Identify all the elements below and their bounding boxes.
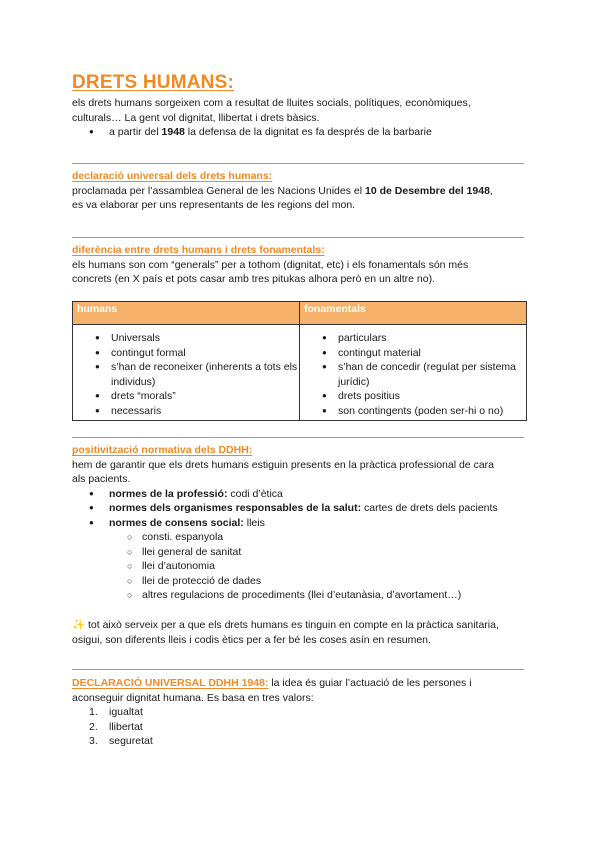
declaracio-line-2: es va elaborar per uns representants de les regions del mon. [72,199,356,211]
list-item [72,487,527,502]
ddhh1948-line-2: aconseguir dignitat humana. Es basa en tres valors: [72,691,314,704]
sparkles-icon: ✨ [72,619,86,631]
positivitzacio-line-1: hem de garantir que els drets humans estiguin presents en la pràctica professional de cara [72,458,494,471]
norm-label: normes de consens social: [109,516,244,529]
declaracio-line-1-pre: proclamada per l’assamblea General de les Nacions Unides el [72,184,365,197]
divider [72,669,524,670]
ddhh1948-heading: DECLARACIÓ UNIVERSAL DDHH 1948: [72,677,269,689]
sub-list-item: ○ llei de protecció de dades [72,574,527,589]
positivitzacio-section [72,443,527,603]
list-number: 2. [89,720,98,733]
value-label: igualtat [109,706,143,718]
intro-bullet [72,125,527,140]
list-item [72,516,527,531]
summary-note-text-1: tot això serveix per a que els drets humans es tinguin en compte en la pràctica sanitaria, [85,619,499,631]
norm-value: cartes de drets dels pacients [361,502,498,514]
divider [72,237,524,238]
intro-line-2: culturals… La gent vol dignitat, llibertat i drets bàsics. [72,111,320,124]
diferencia-line-2: concrets (en X país et pots casar amb tres pitukas alhora però en un altre no). [72,273,436,285]
list-item: ● necessaris [73,404,299,419]
ddhh1948-line-1-text: la idea és guiar l’actuació de les persones i [268,677,472,689]
summary-note [72,618,527,647]
list-item: ● contingut material [300,346,526,361]
table-header-humans: humans [73,302,300,325]
declaracio-date: 10 de Desembre del 1948 [365,184,490,197]
ddhh1948-section [72,676,527,749]
list-item: ● s’han de reconeixer (inherents a tots els individus) [73,360,299,389]
value-label: seguretat [109,735,153,747]
list-item: ● contingut formal [73,346,299,361]
list-item: ● particulars [300,331,526,346]
declaracio-heading: declaració universal dels drets humans: [72,170,273,182]
list-item: ● drets positius [300,389,526,404]
positivitzacio-heading: positivització normativa dels DDHH: [72,444,253,456]
positivitzacio-line-2: als pacients. [72,473,131,485]
norm-value: codi d’ètica [227,487,283,500]
list-item: ● son contingents (poden ser-hi o no) [300,404,526,419]
list-item: ● s’han de concedir (regulat per sistema jurídic) [300,360,526,389]
intro-bullet-year: 1948 [161,126,185,138]
list-item: ● Universals [73,331,299,346]
sub-list-item: ○ consti. espanyola [72,530,527,545]
norm-value: lleis [243,516,265,529]
declaracio-section [72,169,527,213]
table-cell-fonamentals [300,325,527,421]
divider [72,437,524,438]
sub-list-item: ○ llei general de sanitat [72,545,527,560]
list-item [72,705,527,720]
norm-label: normes dels organismes responsables de la salut: [109,502,362,514]
diferencia-heading: diferència entre drets humans i drets fonamentals: [72,244,325,256]
table-header-fonamentals: fonamentals [300,302,527,325]
declaracio-line-1-post: , [489,184,493,197]
declaracio-line-1 [72,184,527,199]
divider [72,163,524,164]
summary-note-line-2: osigui, son diferents lleis i codis ètics per a fer bé les coses asín en resumen. [72,633,431,646]
table-cell-humans [73,325,300,421]
intro-paragraph [72,96,527,140]
value-label: llibertat [109,720,143,733]
intro-bullet-pre: a partir del [109,126,162,138]
list-item [72,720,527,735]
list-number: 1. [89,706,98,718]
list-number: 3. [89,735,98,747]
sub-list-item: ○ llei d’autonomia [72,559,527,574]
ddhh1948-line-1 [72,676,527,691]
intro-bullet-post: la defensa de la dignitat es fa després de la barbarie [184,126,432,138]
summary-note-line-1 [72,618,527,633]
comparison-table [72,301,527,421]
norm-label: normes de la professió: [109,487,228,500]
diferencia-line-1: els humans son com “generals” per a tothom (dignitat, etc) i els fonamentals són més [72,258,469,271]
diferencia-section [72,243,527,287]
page-title: DRETS HUMANS: [72,72,234,93]
intro-line-1: els drets humans sorgeixen com a resultat de lluites socials, polítiques, econòmiques, [72,97,471,109]
list-item [72,501,527,516]
list-item [72,734,527,749]
list-item: ● drets “morals” [73,389,299,404]
sub-list-item: ○ altres regulacions de procediments (llei d’eutanàsia, d’avortament…) [72,588,527,603]
